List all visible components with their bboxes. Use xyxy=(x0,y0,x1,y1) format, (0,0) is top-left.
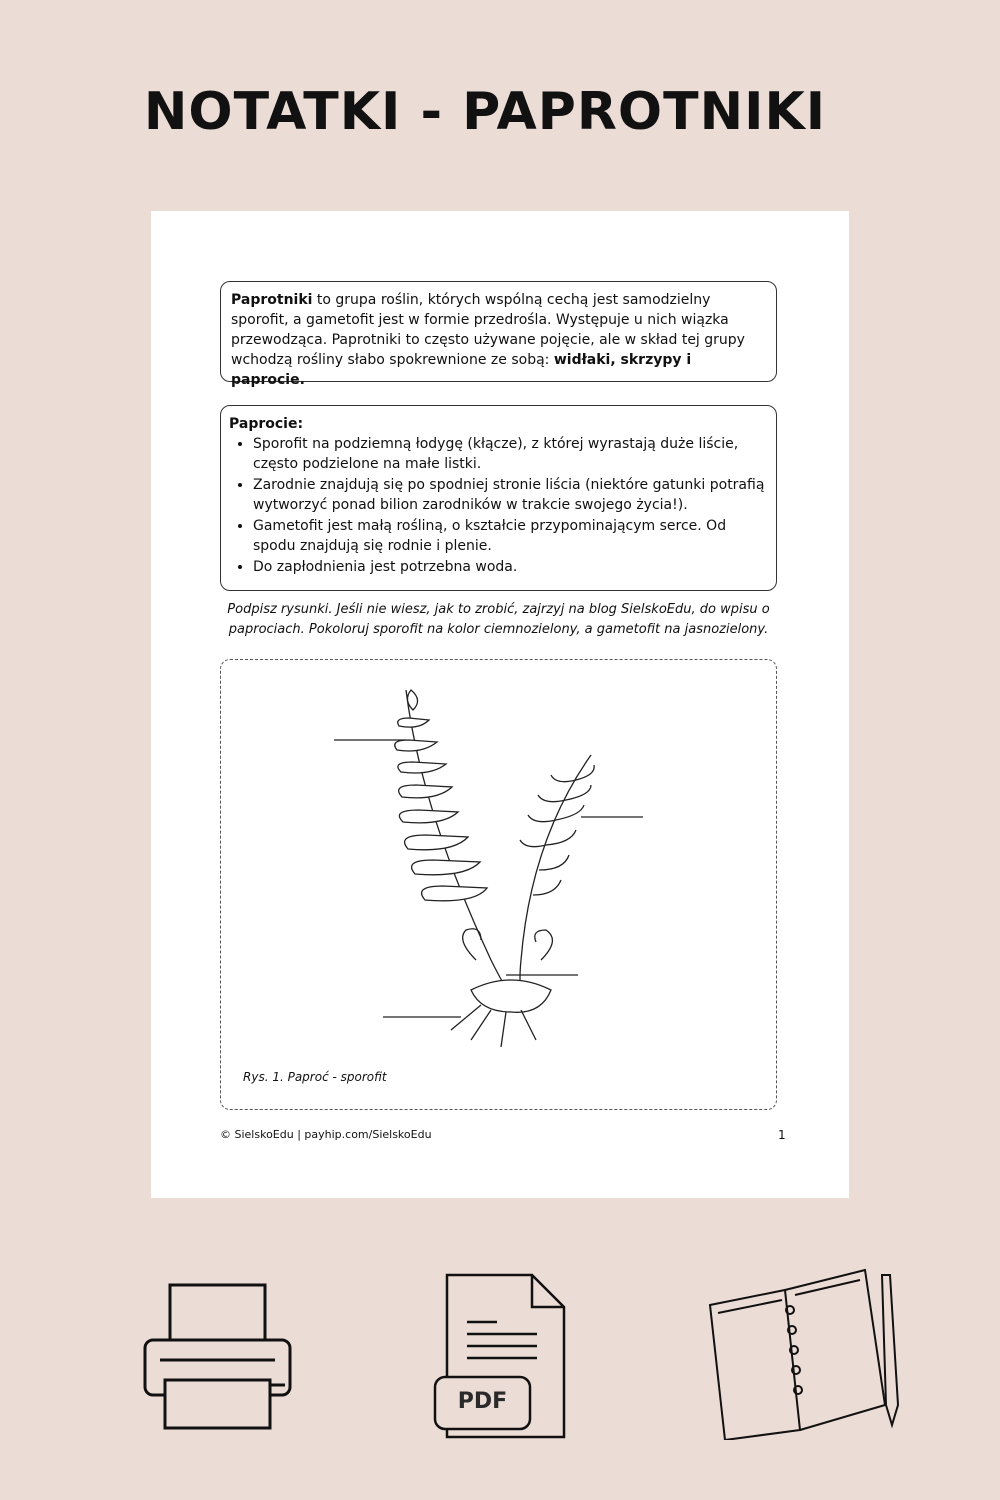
ferns-box xyxy=(220,405,777,591)
page-title: NOTATKI - PAPROTNIKI xyxy=(143,82,827,142)
figure-caption: Rys. 1. Paproć - sporofit xyxy=(243,1070,387,1084)
ferns-heading: Paprocie: xyxy=(229,416,304,432)
list-item: • Gametofit jest małą rośliną, o kształcie przypominającym serce. Od spodu znajdują się rodnie i plenie. xyxy=(253,516,768,556)
worksheet-preview xyxy=(151,211,849,1198)
page-number: 1 xyxy=(778,1128,786,1142)
intro-box xyxy=(220,281,777,388)
instruction-text: Podpisz rysunki. Jeśli nie wiesz, jak to zrobić, zajrzyj na blog SielskoEdu, do wpisu o paprociach. Pokoloruj sporofit na kolor ciemnozielony, a gametofit na jasnozielony. xyxy=(227,602,770,637)
printer-icon xyxy=(140,1280,295,1435)
planner-notebook-icon xyxy=(700,1265,910,1440)
intro-bold-term: Paprotniki xyxy=(231,292,313,308)
list-item: • Do zapłodnienia jest potrzebna woda. xyxy=(253,557,768,577)
intro-text: to grupa roślin, których wspólną cechą jest samodzielny sporofit, a gametofit jest w formie przedrośla. Występuje u nich wiązka przewodząca. Paprotniki to często używane pojęcie, ale w skład tej grupy wchodzą rośliny słabo spokrewnione ze sobą: xyxy=(231,292,745,368)
pdf-label: PDF xyxy=(457,1389,508,1414)
drawing-area xyxy=(220,659,777,1110)
footer-credit: © SielskoEdu | payhip.com/SielskoEdu xyxy=(220,1128,432,1141)
pdf-file-icon xyxy=(432,1272,572,1442)
list-item: • Sporofit na podziemną łodygę (kłącze), z której wyrastają duże liście, często podzielone na małe listki. xyxy=(253,434,768,474)
fern-illustration xyxy=(221,660,778,1111)
list-item: • Zarodnie znajdują się po spodniej stronie liścia (niektóre gatunki potrafią wytworzyć ponad bilion zarodników w trakcie swojego życia!). xyxy=(253,475,768,515)
intro-bold-groups: widłaki, skrzypy i paprocie. xyxy=(231,352,692,388)
